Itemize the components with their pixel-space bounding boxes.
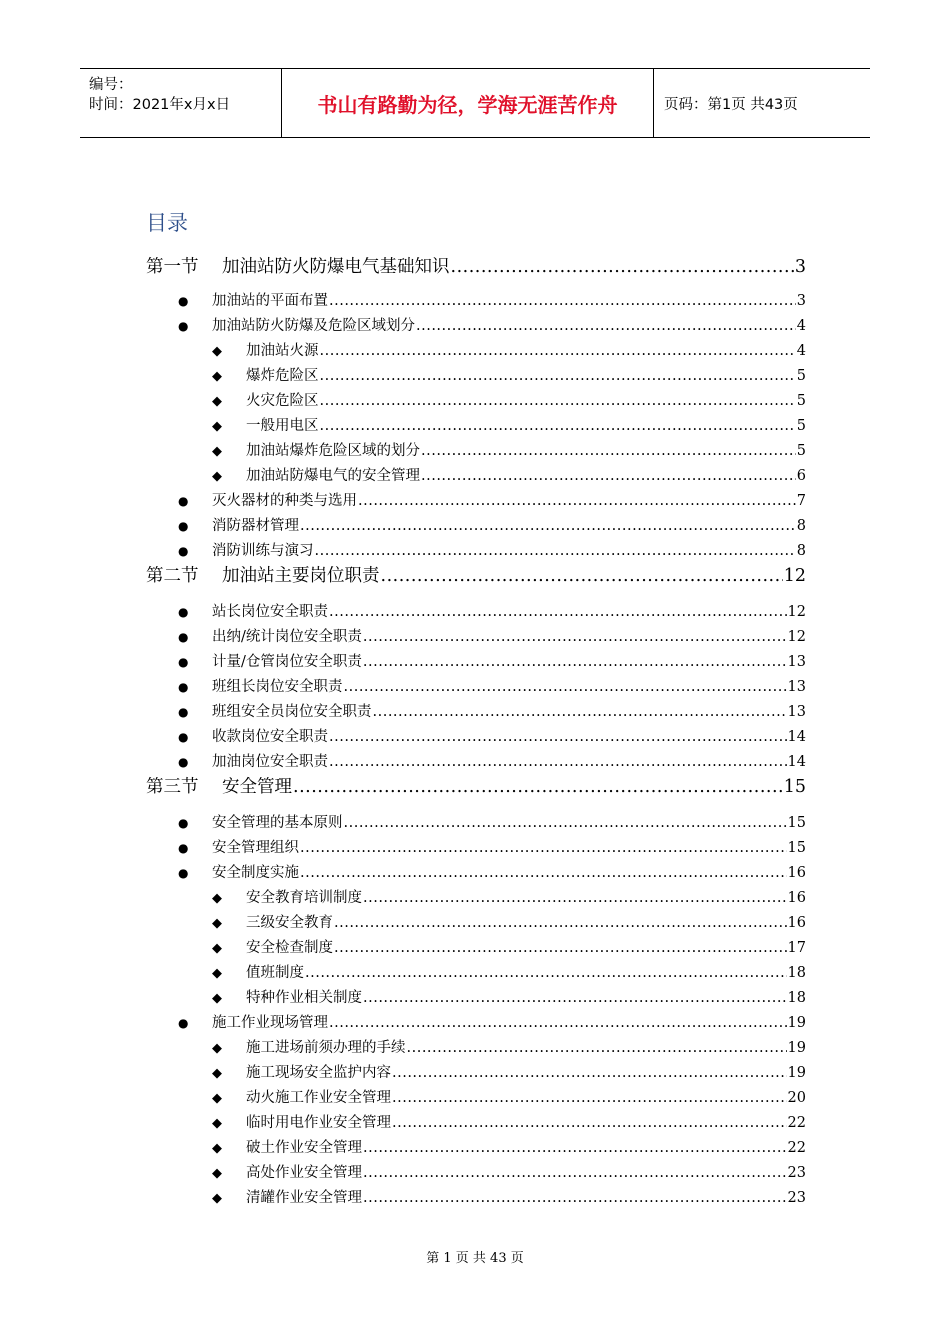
dot-leader bbox=[363, 654, 787, 670]
toc-entry-text: 安全检查制度 bbox=[246, 940, 333, 956]
dot-leader bbox=[363, 890, 787, 906]
toc-item[interactable] bbox=[212, 886, 806, 907]
toc-entry-text: 施工作业现场管理 bbox=[212, 1015, 328, 1031]
dot-leader bbox=[392, 1090, 787, 1106]
toc-entry-text: 施工进场前须办理的手续 bbox=[246, 1040, 406, 1056]
toc-item[interactable] bbox=[212, 464, 806, 485]
toc-entry-label bbox=[178, 625, 362, 646]
toc-entry-label bbox=[212, 1161, 362, 1182]
diamond-bullet-icon: ◆ bbox=[212, 941, 222, 956]
toc-entry-label bbox=[212, 1136, 362, 1157]
diamond-bullet-icon: ◆ bbox=[212, 891, 222, 906]
toc-page-number: 16 bbox=[787, 915, 806, 931]
toc-item[interactable] bbox=[178, 600, 806, 621]
dot-leader bbox=[320, 343, 796, 359]
diamond-bullet-icon: ◆ bbox=[212, 419, 222, 434]
dot-leader bbox=[373, 704, 787, 720]
diamond-bullet-icon: ◆ bbox=[212, 1166, 222, 1181]
toc-page-number: 8 bbox=[796, 518, 806, 534]
toc-page-number: 16 bbox=[787, 865, 806, 881]
dot-leader bbox=[315, 543, 796, 559]
toc-entry-label bbox=[178, 650, 362, 671]
toc-entry-text: 施工现场安全监护内容 bbox=[246, 1065, 391, 1081]
toc-entry-text: 安全管理的基本原则 bbox=[212, 815, 343, 831]
dot-leader bbox=[363, 629, 787, 645]
toc-item[interactable] bbox=[212, 1186, 806, 1207]
toc-item[interactable] bbox=[178, 314, 806, 335]
toc-item[interactable] bbox=[178, 675, 806, 696]
toc-item[interactable] bbox=[212, 1161, 806, 1182]
dot-leader bbox=[392, 1065, 787, 1081]
dot-leader bbox=[344, 679, 787, 695]
header-page-info: 页码：第1页 共43页 bbox=[664, 96, 798, 113]
toc-page-number: 6 bbox=[796, 468, 806, 484]
toc-page-number: 23 bbox=[787, 1165, 806, 1181]
bullet-icon: ● bbox=[178, 841, 189, 855]
toc-page-number: 12 bbox=[787, 604, 806, 620]
toc-entry-text: 消防训练与演习 bbox=[212, 543, 314, 559]
toc-entry-label bbox=[212, 961, 304, 982]
bullet-icon: ● bbox=[178, 605, 189, 619]
toc-entry-label bbox=[212, 911, 333, 932]
toc-entry-text: 三级安全教育 bbox=[246, 915, 333, 931]
toc-item[interactable] bbox=[212, 439, 806, 460]
toc-page-number: 4 bbox=[796, 318, 806, 334]
toc-page-number: 5 bbox=[796, 393, 806, 409]
diamond-bullet-icon: ◆ bbox=[212, 1191, 222, 1206]
toc-entry-label bbox=[178, 314, 415, 335]
dot-leader bbox=[334, 915, 787, 931]
dot-leader bbox=[358, 493, 796, 509]
toc-page-number: 18 bbox=[787, 990, 806, 1006]
bullet-icon: ● bbox=[178, 755, 189, 769]
toc-entry-label bbox=[178, 539, 314, 560]
toc-entry-label bbox=[212, 464, 420, 485]
diamond-bullet-icon: ◆ bbox=[212, 1141, 222, 1156]
dot-leader bbox=[293, 777, 783, 797]
toc-page-number: 15 bbox=[787, 815, 806, 831]
toc-page-number: 20 bbox=[787, 1090, 806, 1106]
toc-page-number: 18 bbox=[787, 965, 806, 981]
dot-leader bbox=[381, 566, 783, 586]
dot-leader bbox=[421, 468, 796, 484]
diamond-bullet-icon: ◆ bbox=[212, 1041, 222, 1056]
time-label: 时间：2021年x月x日 bbox=[89, 97, 231, 113]
toc-page-number: 7 bbox=[796, 493, 806, 509]
number-label: 编号： bbox=[89, 77, 133, 93]
toc-entry-label bbox=[212, 986, 362, 1007]
toc-page-number: 12 bbox=[783, 566, 806, 586]
toc-section-number: 第二节 bbox=[146, 566, 199, 586]
toc-item[interactable] bbox=[178, 700, 806, 721]
toc-entry-label bbox=[212, 414, 319, 435]
bullet-icon: ● bbox=[178, 630, 189, 644]
toc-page-number: 19 bbox=[787, 1015, 806, 1031]
toc-entry-text: 清罐作业安全管理 bbox=[246, 1190, 362, 1206]
toc-item[interactable] bbox=[212, 1061, 806, 1082]
toc-item[interactable] bbox=[178, 514, 806, 535]
toc-page-number: 13 bbox=[787, 704, 806, 720]
diamond-bullet-icon: ◆ bbox=[212, 966, 222, 981]
toc-item[interactable] bbox=[212, 1111, 806, 1132]
toc-entry-label bbox=[212, 389, 319, 410]
toc-page-number: 3 bbox=[794, 257, 806, 277]
bullet-icon: ● bbox=[178, 319, 189, 333]
toc-entry-text: 值班制度 bbox=[246, 965, 304, 981]
toc-entry-label bbox=[212, 439, 420, 460]
toc-entry-text: 灭火器材的种类与选用 bbox=[212, 493, 357, 509]
toc-entry-label bbox=[212, 1061, 391, 1082]
dot-leader bbox=[329, 1015, 787, 1031]
toc-entry-text: 高处作业安全管理 bbox=[246, 1165, 362, 1181]
toc-page-number: 13 bbox=[787, 654, 806, 670]
toc-item[interactable] bbox=[212, 414, 806, 435]
toc-section-number: 第一节 bbox=[146, 257, 199, 277]
bullet-icon: ● bbox=[178, 730, 189, 744]
toc-entry-label bbox=[178, 489, 357, 510]
toc-page-number: 22 bbox=[787, 1140, 806, 1156]
toc-entry-label bbox=[178, 675, 343, 696]
bullet-icon: ● bbox=[178, 294, 189, 308]
diamond-bullet-icon: ◆ bbox=[212, 1116, 222, 1131]
dot-leader bbox=[300, 518, 796, 534]
toc-entry-label bbox=[178, 836, 299, 857]
bullet-icon: ● bbox=[178, 816, 189, 830]
toc-entry-label bbox=[178, 1011, 328, 1032]
toc-page-number: 14 bbox=[787, 754, 806, 770]
toc-item[interactable] bbox=[212, 1136, 806, 1157]
toc-entry-text: 一般用电区 bbox=[246, 418, 319, 434]
toc-page-number: 5 bbox=[796, 443, 806, 459]
diamond-bullet-icon: ◆ bbox=[212, 991, 222, 1006]
toc-item[interactable] bbox=[178, 750, 806, 771]
header-meta bbox=[80, 69, 282, 137]
toc-section-number: 第三节 bbox=[146, 777, 199, 797]
toc-item[interactable] bbox=[178, 836, 806, 857]
toc-page-number: 19 bbox=[787, 1065, 806, 1081]
toc-entry-text: 加油站爆炸危险区域的划分 bbox=[246, 443, 420, 459]
toc-page-number: 12 bbox=[787, 629, 806, 645]
toc-entry-label bbox=[178, 600, 328, 621]
dot-leader bbox=[451, 257, 794, 277]
toc-page-number: 5 bbox=[796, 368, 806, 384]
dot-leader bbox=[344, 815, 787, 831]
toc-page-number: 23 bbox=[787, 1190, 806, 1206]
toc-entry-label bbox=[212, 339, 319, 360]
toc-entry-label bbox=[178, 700, 372, 721]
toc-entry-text: 特种作业相关制度 bbox=[246, 990, 362, 1006]
dot-leader bbox=[320, 368, 796, 384]
toc-entry-text: 收款岗位安全职责 bbox=[212, 729, 328, 745]
toc-entry-text: 消防器材管理 bbox=[212, 518, 299, 534]
dot-leader bbox=[300, 865, 787, 881]
toc-entry-label bbox=[212, 1086, 391, 1107]
dot-leader bbox=[363, 1190, 787, 1206]
bullet-icon: ● bbox=[178, 519, 189, 533]
bullet-icon: ● bbox=[178, 705, 189, 719]
dot-leader bbox=[305, 965, 787, 981]
toc-entry-label bbox=[146, 773, 292, 798]
toc-entry-label bbox=[212, 1036, 406, 1057]
diamond-bullet-icon: ◆ bbox=[212, 1066, 222, 1081]
toc-entry-text: 加油站防火防爆电气基础知识 bbox=[222, 257, 450, 277]
toc-item[interactable] bbox=[212, 986, 806, 1007]
toc-item[interactable] bbox=[178, 650, 806, 671]
toc-page-number: 14 bbox=[787, 729, 806, 745]
bullet-icon: ● bbox=[178, 680, 189, 694]
toc-section[interactable] bbox=[146, 253, 806, 278]
toc-title: 目录 bbox=[146, 211, 188, 235]
toc-item[interactable] bbox=[178, 289, 806, 310]
toc-page-number: 13 bbox=[787, 679, 806, 695]
toc-item[interactable] bbox=[212, 389, 806, 410]
toc-entry-label bbox=[212, 886, 362, 907]
toc-entry-text: 安全制度实施 bbox=[212, 865, 299, 881]
toc-entry-text: 临时用电作业安全管理 bbox=[246, 1115, 391, 1131]
diamond-bullet-icon: ◆ bbox=[212, 469, 222, 484]
toc-item[interactable] bbox=[178, 861, 806, 882]
toc-entry-label bbox=[212, 936, 333, 957]
dot-leader bbox=[329, 293, 796, 309]
bullet-icon: ● bbox=[178, 494, 189, 508]
toc-entry-text: 加油站火源 bbox=[246, 343, 319, 359]
page-footer: 第 1 页 共 43 页 bbox=[426, 1251, 524, 1266]
toc-page-number: 17 bbox=[787, 940, 806, 956]
dot-leader bbox=[363, 1165, 787, 1181]
toc-entry-text: 班组长岗位安全职责 bbox=[212, 679, 343, 695]
diamond-bullet-icon: ◆ bbox=[212, 369, 222, 384]
toc-entry-text: 加油岗位安全职责 bbox=[212, 754, 328, 770]
toc-page-number: 3 bbox=[796, 293, 806, 309]
toc-item[interactable] bbox=[212, 961, 806, 982]
toc-entry-text: 加油站防爆电气的安全管理 bbox=[246, 468, 420, 484]
toc-item[interactable] bbox=[178, 539, 806, 560]
toc-page-number: 22 bbox=[787, 1115, 806, 1131]
toc-page-number: 16 bbox=[787, 890, 806, 906]
toc-entry-label bbox=[178, 725, 328, 746]
bullet-icon: ● bbox=[178, 544, 189, 558]
dot-leader bbox=[416, 318, 796, 334]
toc-page-number: 19 bbox=[787, 1040, 806, 1056]
toc-entry-text: 站长岗位安全职责 bbox=[212, 604, 328, 620]
document-header bbox=[80, 68, 870, 138]
toc-entry-label bbox=[178, 750, 328, 771]
toc-entry-label bbox=[178, 289, 328, 310]
toc-entry-label bbox=[212, 1186, 362, 1207]
toc-page-number: 8 bbox=[796, 543, 806, 559]
toc-section[interactable] bbox=[146, 562, 806, 587]
toc-entry-label bbox=[178, 514, 299, 535]
diamond-bullet-icon: ◆ bbox=[212, 444, 222, 459]
toc-entry-text: 破土作业安全管理 bbox=[246, 1140, 362, 1156]
toc-entry-text: 加油站主要岗位职责 bbox=[222, 566, 380, 586]
toc-entry-label bbox=[212, 364, 319, 385]
bullet-icon: ● bbox=[178, 655, 189, 669]
dot-leader bbox=[407, 1040, 787, 1056]
bullet-icon: ● bbox=[178, 866, 189, 880]
toc-page-number: 5 bbox=[796, 418, 806, 434]
toc-entry-label bbox=[146, 253, 450, 278]
toc-entry-text: 计量/仓管岗位安全职责 bbox=[212, 654, 362, 670]
toc-page-number: 4 bbox=[796, 343, 806, 359]
toc-entry-text: 安全管理 bbox=[222, 777, 292, 797]
toc-item[interactable] bbox=[212, 364, 806, 385]
toc-entry-label bbox=[178, 811, 343, 832]
toc-entry-text: 安全教育培训制度 bbox=[246, 890, 362, 906]
toc-entry-text: 爆炸危险区 bbox=[246, 368, 319, 384]
toc-entry-label bbox=[178, 861, 299, 882]
toc-item[interactable] bbox=[178, 489, 806, 510]
toc-item[interactable] bbox=[212, 339, 806, 360]
toc-entry-label bbox=[146, 562, 380, 587]
toc-entry-label bbox=[212, 1111, 391, 1132]
toc-item[interactable] bbox=[212, 936, 806, 957]
diamond-bullet-icon: ◆ bbox=[212, 394, 222, 409]
dot-leader bbox=[329, 604, 787, 620]
dot-leader bbox=[421, 443, 796, 459]
dot-leader bbox=[329, 729, 787, 745]
toc-entry-text: 班组安全员岗位安全职责 bbox=[212, 704, 372, 720]
dot-leader bbox=[392, 1115, 787, 1131]
dot-leader bbox=[363, 1140, 787, 1156]
toc-entry-text: 安全管理组织 bbox=[212, 840, 299, 856]
diamond-bullet-icon: ◆ bbox=[212, 344, 222, 359]
toc-entry-text: 火灾危险区 bbox=[246, 393, 319, 409]
toc-item[interactable] bbox=[178, 625, 806, 646]
dot-leader bbox=[329, 754, 787, 770]
toc-item[interactable] bbox=[212, 1036, 806, 1057]
diamond-bullet-icon: ◆ bbox=[212, 916, 222, 931]
dot-leader bbox=[320, 393, 796, 409]
toc-page-number: 15 bbox=[787, 840, 806, 856]
header-motto: 书山有路勤为径，学海无涯苦作舟 bbox=[282, 69, 654, 137]
toc-item[interactable] bbox=[178, 1011, 806, 1032]
toc-item[interactable] bbox=[212, 911, 806, 932]
diamond-bullet-icon: ◆ bbox=[212, 1091, 222, 1106]
dot-leader bbox=[300, 840, 787, 856]
dot-leader bbox=[334, 940, 787, 956]
toc-entry-text: 加油站的平面布置 bbox=[212, 293, 328, 309]
toc-entry-text: 出纳/统计岗位安全职责 bbox=[212, 629, 362, 645]
dot-leader bbox=[320, 418, 796, 434]
toc-item[interactable] bbox=[178, 811, 806, 832]
toc-item[interactable] bbox=[212, 1086, 806, 1107]
bullet-icon: ● bbox=[178, 1016, 189, 1030]
toc-item[interactable] bbox=[178, 725, 806, 746]
toc-entry-text: 动火施工作业安全管理 bbox=[246, 1090, 391, 1106]
toc-page-number: 15 bbox=[783, 777, 806, 797]
dot-leader bbox=[363, 990, 787, 1006]
toc-entry-text: 加油站防火防爆及危险区域划分 bbox=[212, 318, 415, 334]
toc-section[interactable] bbox=[146, 773, 806, 798]
